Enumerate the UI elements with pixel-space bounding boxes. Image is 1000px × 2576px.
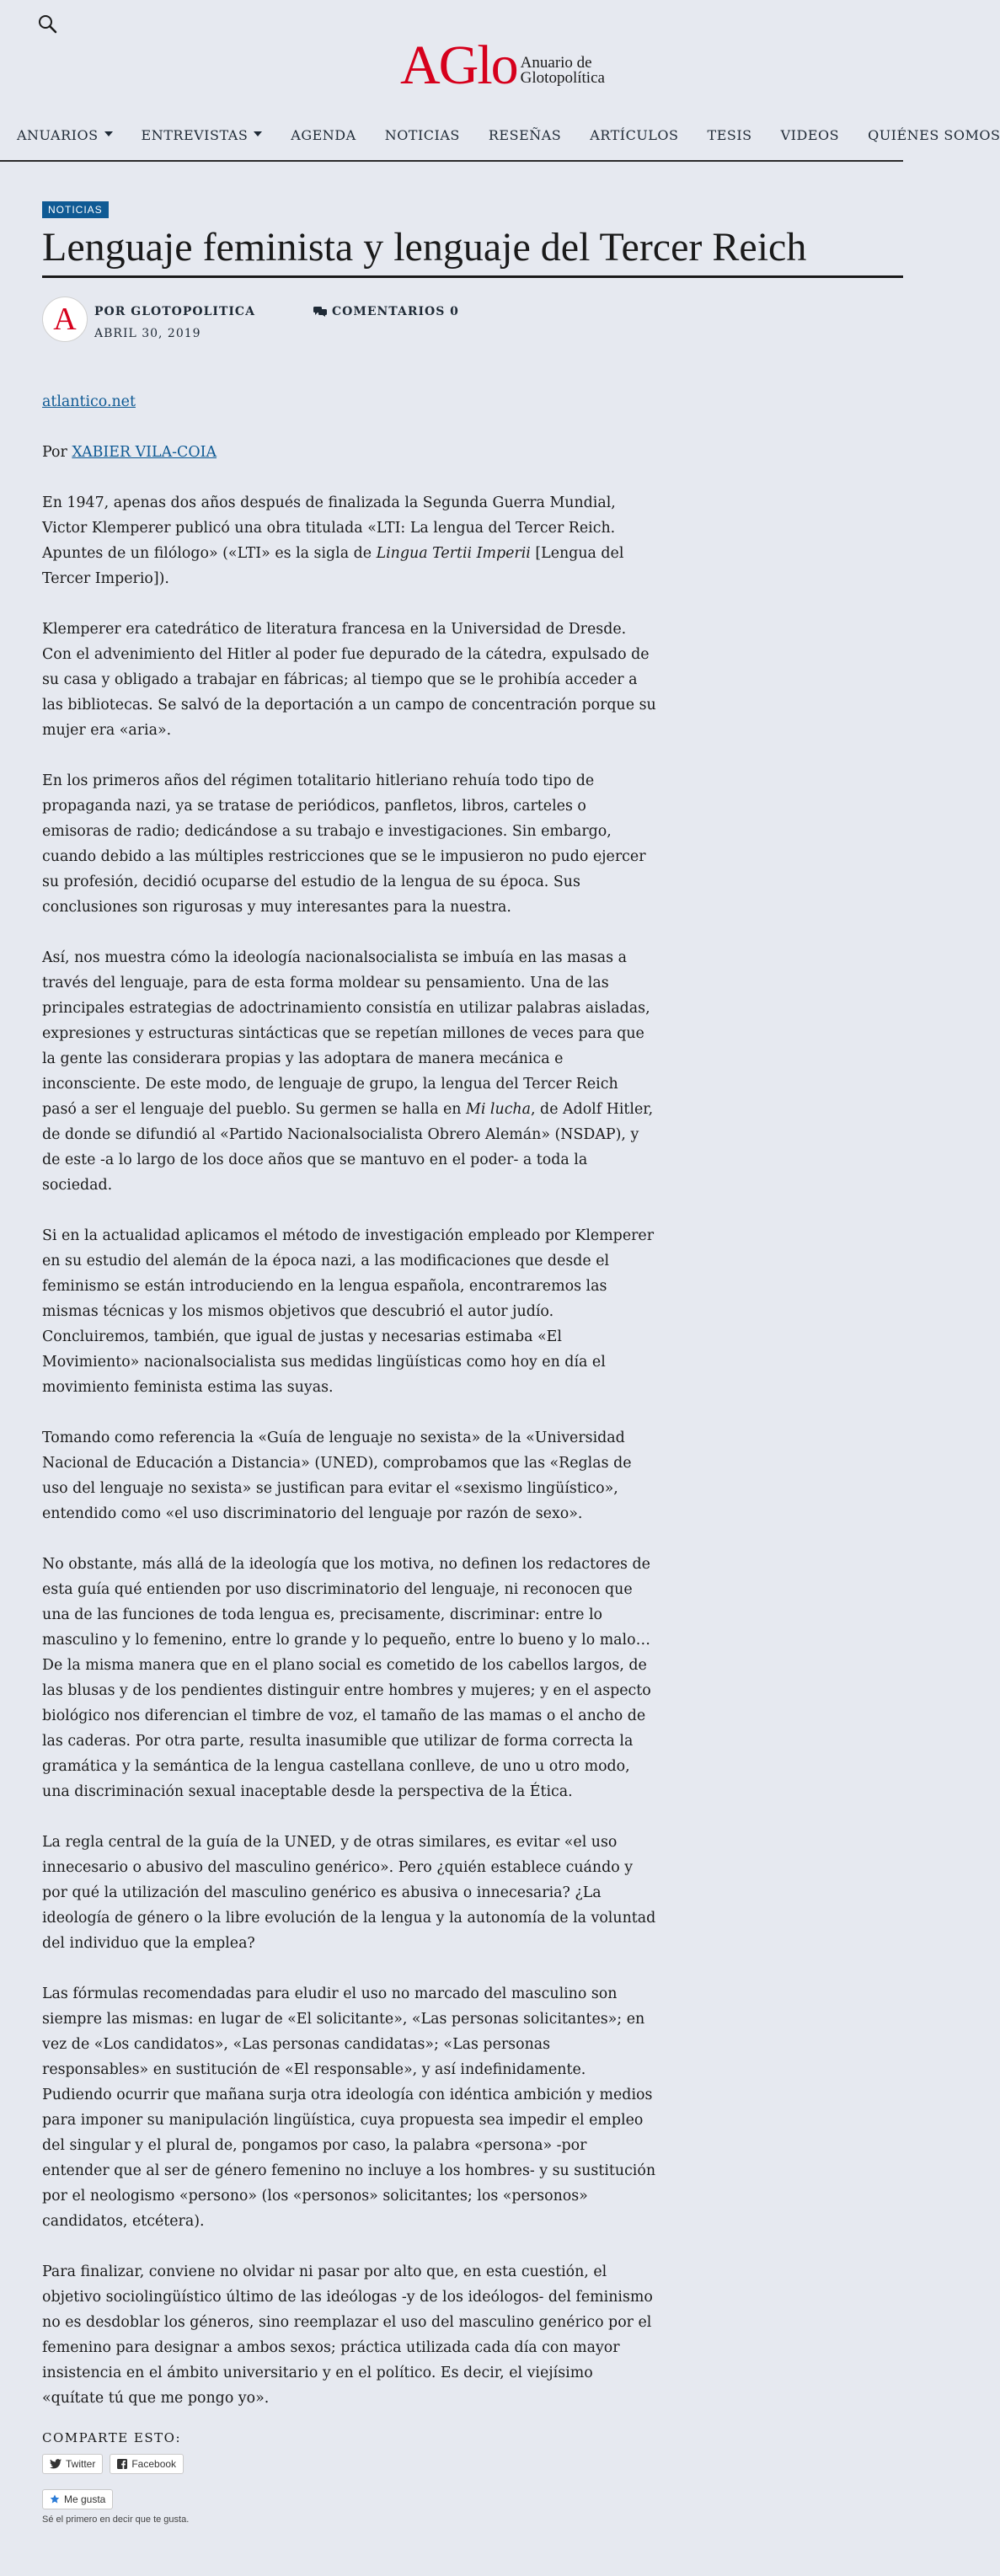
nav-item-tesis[interactable]: TESIS xyxy=(707,126,752,143)
nav-item-resenas[interactable]: RESEÑAS xyxy=(488,126,562,143)
avatar[interactable] xyxy=(42,297,88,342)
chevron-down-icon xyxy=(104,131,113,136)
byline-paragraph: Por XABIER VILA-COIA xyxy=(42,444,217,461)
paragraph: Las fórmulas recomendadas para eludir el uso no marcado del masculino son siempre las mismas: en lugar de «El solicitante», «Las personas solicitantes»; en vez de «Los candidatos», «Las personas candidatas»; «Las personas responsables» en sustitución de «El responsable», y así indefinidamente. Pudiendo ocurrir que mañana surja otra ideología con idéntica ambición y medios para imponer su manipulación lingüística, cuya propuesta sea impedir el empleo del singular y el plural de, pongamos por caso, la palabra «persona» -por entender que al ser de género femenino no incluye a los hombres- y su sustitución por el neologismo «persono» (los «personos» solicitantes; los «personos» candidatos, etcétera). xyxy=(42,1985,656,2230)
like-widget xyxy=(42,2489,190,2525)
nav-item-agenda[interactable]: AGENDA xyxy=(291,126,356,143)
chevron-down-icon xyxy=(254,131,262,136)
avatar-letter: A xyxy=(53,302,77,337)
post-content xyxy=(42,200,903,2436)
nav-item-anuarios[interactable]: ANUARIOS xyxy=(17,127,113,143)
like-button[interactable]: Me gusta xyxy=(42,2489,113,2509)
share-title: COMPARTE ESTO: xyxy=(42,2430,182,2445)
paragraph: No obstante, más allá de la ideología que los motiva, no definen los redactores de esta guía qué entienden por uso discriminatorio del lenguaje, ni reconocen que una de las funciones de toda lengua es, precisamente, discriminar: entre lo masculino y lo femenino, entre lo grande y lo pequeño, entre lo bueno y lo malo… De la misma manera que en el plano social es cometido de los cabellos largos, de las blusas y de los pendientes distinguir entre hombres y mujeres; y en el aspecto biológico nos diferencian el timbre de voz, el tamaño de las mamas o el ancho de las caderas. Por otra parte, resulta inasumible que utilizar de forma correcta la gramática y la semántica de la lengua castellana conlleve, de uno u otro modo, una discriminación sexual inaceptable desde la perspectiva de la Ética. xyxy=(42,1556,651,1800)
facebook-icon xyxy=(117,2459,127,2469)
source-link[interactable]: atlantico.net xyxy=(42,393,136,410)
like-note: Sé el primero en decir que te gusta. xyxy=(42,2515,190,2525)
post-author[interactable]: POR GLOTOPOLITICA xyxy=(94,305,255,318)
nav-item-videos[interactable]: VIDEOS xyxy=(780,126,840,143)
comments-icon xyxy=(313,307,327,317)
source-paragraph xyxy=(42,389,657,414)
paragraph: Así, nos muestra cómo la ideología nacionalsocialista se imbuía en las masas a través del lenguaje, para de esta forma moldear su pensamiento. Una de las principales estrategias de adoctrinamiento consistía en utilizar palabras aisladas, expresiones y estructuras sintácticas que se repetían millones de veces para que la gente las considerara propias y las adoptara de manera mecánica e inconsciente. De este modo, de lenguaje de grupo, la lengua del Tercer Reich pasó a ser el lenguaje del pueblo. Su germen se halla en Mi lucha, de Adolf Hitler, de donde se difundió al «Partido Nacionalsocialista Obrero Alemán» (NSDAP), y de este -a lo largo de los doce años que se mantuvo en el poder- a toda la sociedad. xyxy=(42,949,654,1194)
post-date: ABRIL 30, 2019 xyxy=(94,327,201,340)
post-meta xyxy=(42,288,903,364)
comments-link[interactable] xyxy=(313,305,459,318)
search-icon xyxy=(37,13,59,35)
nav-item-entrevistas[interactable]: ENTREVISTAS xyxy=(142,127,263,143)
site-header xyxy=(0,0,903,110)
main-nav xyxy=(0,110,1000,162)
facebook-share-button[interactable]: Facebook xyxy=(110,2454,184,2474)
site-logo[interactable] xyxy=(400,35,605,96)
star-icon xyxy=(50,2494,60,2504)
nav-item-quienes-somos[interactable]: QUIÉNES SOMOS xyxy=(868,126,1000,143)
search-button[interactable] xyxy=(37,13,59,35)
byline-author-link[interactable]: XABIER VILA-COIA xyxy=(72,444,217,461)
share-buttons xyxy=(42,2454,190,2474)
logo-mark: AGlo xyxy=(400,35,517,96)
comments-count: COMENTARIOS 0 xyxy=(332,305,459,318)
paragraph: Si en la actualidad aplicamos el método de investigación empleado por Klemperer en su estudio del alemán de la época nazi, a las modificaciones que desde el feminismo se están introduciendo en la lengua española, encontraremos las mismas técnicas y los mismos objetivos que descubrió el autor judío. Concluiremos, también, que igual de justas y necesarias estimaba «El Movimiento» nacionalsocialista sus medidas lingüísticas como hoy en día el movimiento feminista estima las suyas. xyxy=(42,1227,655,1396)
category-badge[interactable]: NOTICIAS xyxy=(42,201,109,218)
article-body xyxy=(42,389,657,2411)
paragraph: Tomando como referencia la «Guía de lenguaje no sexista» de la «Universidad Nacional de Educación a Distancia» (UNED), comprobamos que las «Reglas de uso del lenguaje no sexista» se justifican para evitar el «sexismo lingüístico», entendido como «el uso discriminatorio del lenguaje por razón de sexo». xyxy=(42,1430,632,1522)
logo-line-2: Glotopolítica xyxy=(520,69,605,87)
paragraph: En los primeros años del régimen totalitario hitleriano rehuía todo tipo de propaganda nazi, ya se tratase de periódicos, panfletos, libros, carteles o emisoras de radio; dedicándose a su trabajo e investigaciones. Sin embargo, cuando debido a las múltiples restricciones que se le impusieron no pudo ejercer su profesión, decidió ocuparse del estudio de la lengua de su época. Sus conclusiones son rigurosas y muy interesantes para la nuestra. xyxy=(42,772,646,916)
page-title: Lenguaje feminista y lenguaje del Tercer Reich xyxy=(42,223,903,278)
twitter-icon xyxy=(50,2459,61,2469)
logo-line-1: Anuario de xyxy=(520,54,592,72)
paragraph: Para finalizar, conviene no olvidar ni pasar por alto que, en esta cuestión, el objetivo sociolingüístico último de las ideólogas -y de los ideólogos- del feminismo no es desdoblar los géneros, sino reemplazar el uso del masculino genérico por el femenino para designar a ambos sexos; práctica utilizada cada día con mayor insistencia en el ámbito universitario y en el político. Es decir, el viejísimo «quítate tú que me pongo yo». xyxy=(42,2263,653,2407)
nav-item-articulos[interactable]: ARTÍCULOS xyxy=(590,126,679,143)
paragraph: Klemperer era catedrático de literatura francesa en la Universidad de Dresde. Con el advenimiento del Hitler al poder fue depurado de la cátedra, expulsado de su casa y obligado a trabajar en fábricas; al tiempo que se le prohibía acceder a las bibliotecas. Se salvó de la deportación a un campo de concentración porque su mujer era «aria». xyxy=(42,621,656,739)
twitter-share-button[interactable]: Twitter xyxy=(42,2454,103,2474)
share-section xyxy=(42,2430,190,2525)
nav-item-noticias[interactable]: NOTICIAS xyxy=(384,126,460,143)
logo-text xyxy=(521,56,605,91)
paragraph: En 1947, apenas dos años después de finalizada la Segunda Guerra Mundial, Victor Klemperer publicó una obra titulada «LTI: La lengua del Tercer Reich. Apuntes de un filólogo» («LTI» es la sigla de Lingua Tertii Imperii [Lengua del Tercer Imperio]). xyxy=(42,494,624,587)
paragraph: La regla central de la guía de la UNED, y de otras similares, es evitar «el uso innecesario o abusivo del masculino genérico». Pero ¿quién establece cuándo y por qué la utilización del masculino genérico es abusiva o innecesaria? ¿La ideología de género o la libre evolución de la lengua y la autonomía de la voluntad del individuo que la emplea? xyxy=(42,1834,656,1952)
